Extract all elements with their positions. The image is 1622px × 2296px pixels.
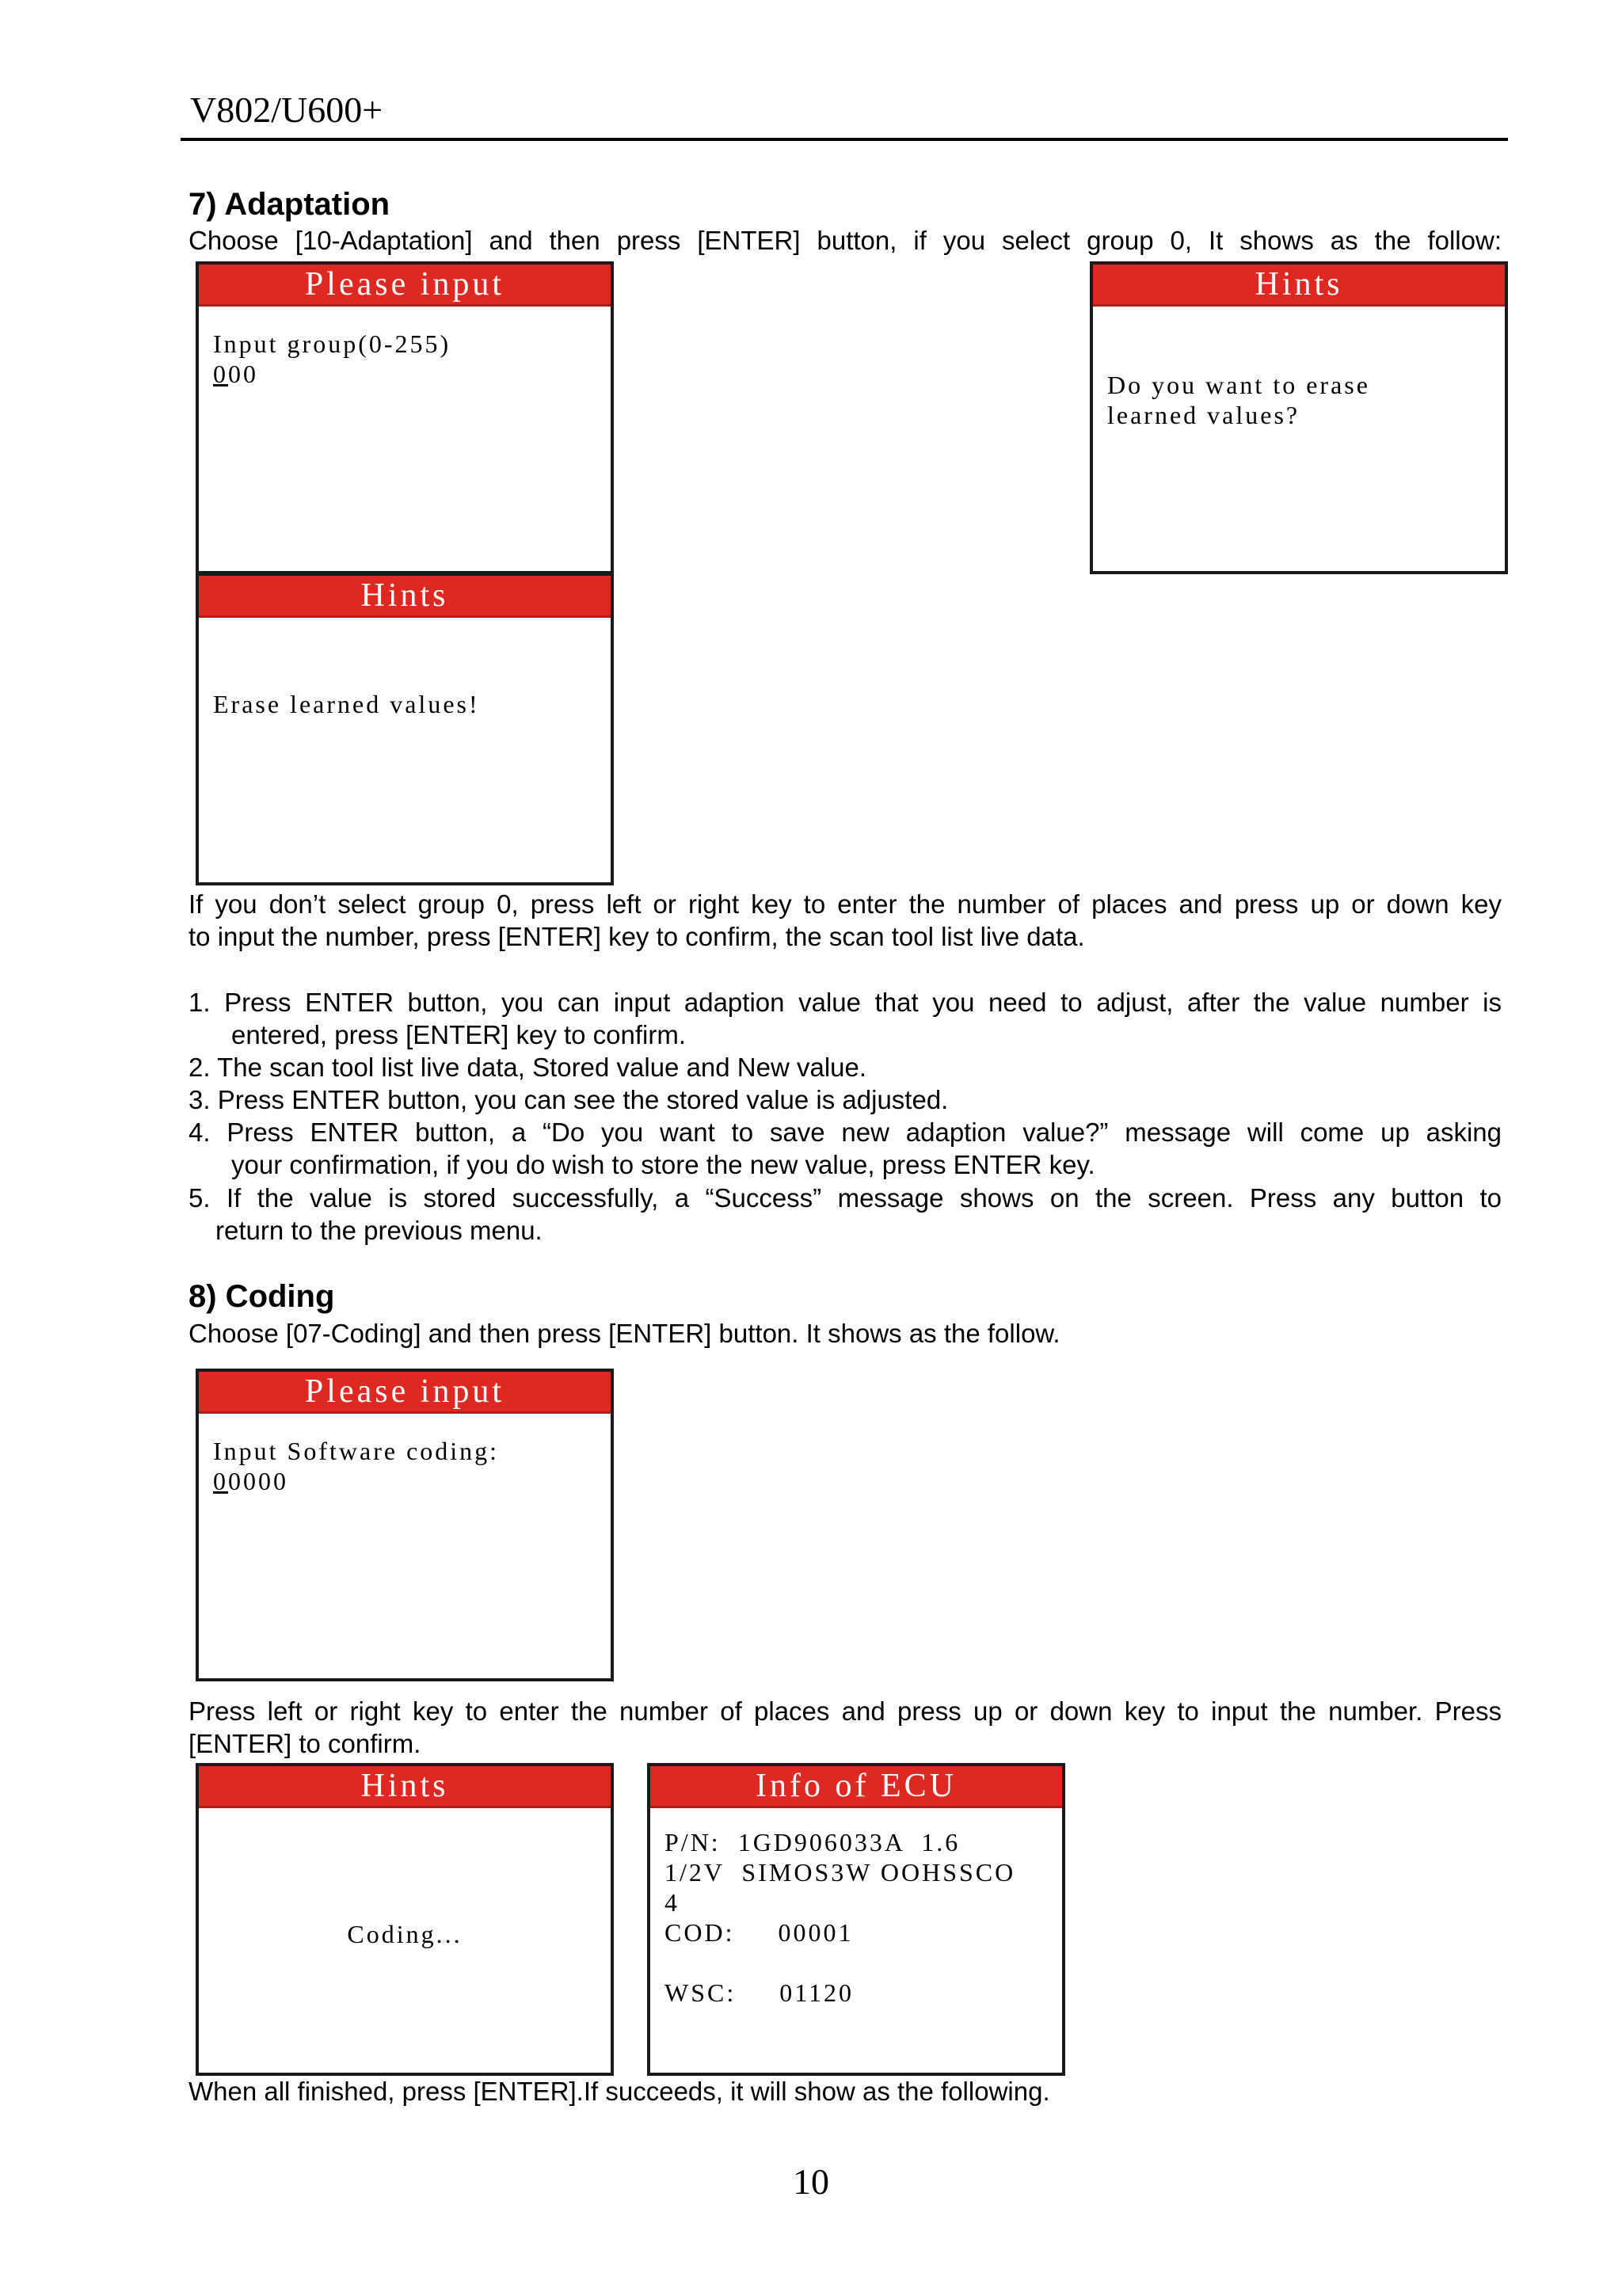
screen-message: Erase learned values!: [213, 690, 480, 718]
section-7-paragraph-line2: to input the number, press [ENTER] key to confirm, the scan tool list live data.: [188, 922, 1085, 951]
ecu-description: 1/2V SIMOS3W OOHSSCO: [664, 1858, 1016, 1887]
screen-please-input-coding: [196, 1369, 614, 1681]
screen-body: [1093, 307, 1505, 430]
screen-please-input-group: [196, 261, 614, 574]
screen-title-bar: Hints: [1093, 265, 1505, 307]
input-value: 00: [228, 360, 258, 388]
screen-info-of-ecu: [647, 1763, 1065, 2076]
section-7-paragraph-line1: If you don’t select group 0, press left or right key to enter the number of places and press up or down key: [188, 889, 1502, 919]
screen-title-bar: Please input: [199, 265, 611, 307]
screen-body: [650, 1808, 1062, 2008]
screen-prompt: Input group(0-255): [213, 329, 451, 358]
input-value: 0000: [228, 1467, 288, 1495]
screen-body: [199, 1808, 611, 1949]
header-divider: [181, 138, 1508, 141]
section-8-intro: Choose [07-Coding] and then press [ENTER] button. It shows as the follow.: [188, 1319, 1060, 1348]
step-2: 2. The scan tool list live data, Stored value and New value.: [188, 1053, 867, 1082]
screen-title-bar: Please input: [199, 1372, 611, 1414]
document-header-title: V802/U600+: [190, 89, 383, 130]
screen-hints-erased: [196, 573, 614, 885]
step-3: 3. Press ENTER button, you can see the stored value is adjusted.: [188, 1085, 949, 1114]
ecu-workshop-code: WSC: 01120: [664, 1978, 855, 2007]
ecu-description-cont: 4: [664, 1888, 680, 1917]
screen-message: Coding...: [347, 1920, 463, 1948]
cursor-digit: 0: [213, 360, 228, 388]
section-8-title: 8) Coding: [188, 1279, 335, 1314]
screen-title-bar: Hints: [199, 576, 611, 618]
section-7-intro: Choose [10-Adaptation] and then press [ENTER] button, if you select group 0, It shows as the follow:: [188, 226, 1502, 255]
page-number: 10: [793, 2161, 829, 2202]
ecu-coding: COD: 00001: [664, 1918, 854, 1947]
section-7-title: 7) Adaptation: [188, 187, 390, 222]
section-8-paragraph-line2: [ENTER] to confirm.: [188, 1729, 421, 1758]
screen-message-line2: learned values?: [1107, 401, 1300, 429]
section-8-closing: When all finished, press [ENTER].If succeeds, it will show as the following.: [188, 2077, 1050, 2106]
ecu-part-number: P/N: 1GD906033A 1.6: [664, 1828, 961, 1856]
screen-hints-coding: [196, 1763, 614, 2076]
step-5: 5. If the value is stored successfully, a “Success” message shows on the screen. Press any button to return to the previous menu.: [188, 1183, 1502, 1245]
screen-body: [199, 307, 611, 389]
screen-message-line1: Do you want to erase: [1107, 371, 1370, 399]
screen-title-bar: Hints: [199, 1766, 611, 1808]
screen-body: [199, 1414, 611, 1496]
section-8-paragraph-line1: Press left or right key to enter the number of places and press up or down key to input the number. Press: [188, 1696, 1502, 1726]
screen-prompt: Input Software coding:: [213, 1437, 500, 1465]
screen-title-bar: Info of ECU: [650, 1766, 1062, 1808]
screen-hints-erase-prompt: [1090, 261, 1508, 574]
step-1: 1. Press ENTER button, you can input adaption value that you need to adjust, after the value number is entered, press [ENTER] key to confirm.: [188, 988, 1502, 1049]
cursor-digit: 0: [213, 1467, 228, 1495]
screen-body: [199, 618, 611, 719]
step-4: 4. Press ENTER button, a “Do you want to save new adaption value?” message will come up asking your confirmation, if you do wish to store the new value, press ENTER key.: [188, 1118, 1502, 1179]
